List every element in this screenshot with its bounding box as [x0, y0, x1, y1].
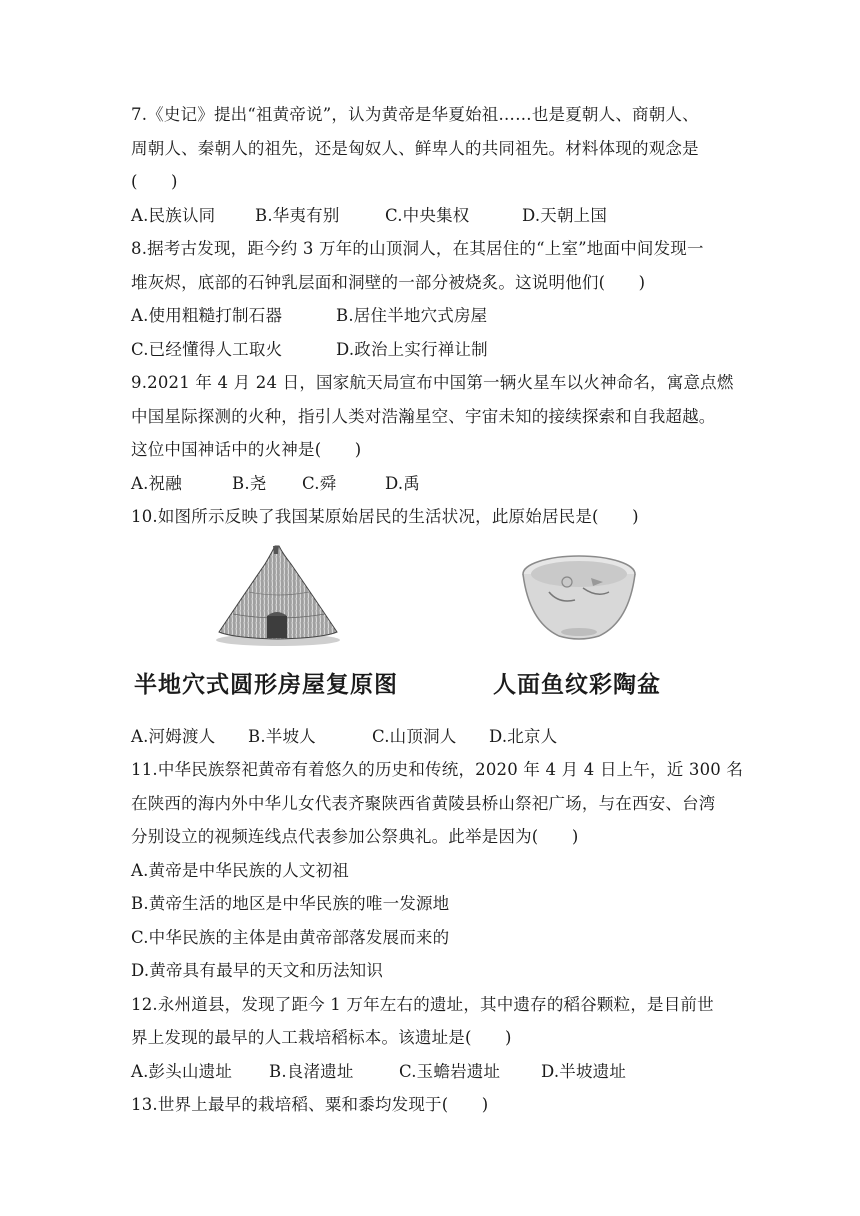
question-10-options — [131, 720, 741, 754]
option-b[interactable]: B.良渚遗址 — [269, 1061, 354, 1081]
option-b[interactable]: B.半坡人 — [248, 726, 316, 746]
question-7 — [131, 98, 741, 232]
option-d[interactable]: D.禹 — [385, 473, 420, 493]
option-c[interactable]: C.中华民族的主体是由黄帝部落发展而来的 — [131, 927, 450, 947]
question-10-figures — [131, 538, 741, 720]
question-13 — [131, 1088, 741, 1122]
option-d[interactable]: D.北京人 — [489, 726, 558, 746]
question-9-options — [131, 467, 741, 501]
question-7-line-1: 7.《史记》提出“祖黄帝说”，认为黄帝是华夏始祖……也是夏朝人、商朝人、 — [131, 105, 699, 124]
option-d[interactable]: D.天朝上国 — [522, 205, 608, 225]
question-9 — [131, 366, 741, 500]
option-c[interactable]: C.玉蟾岩遗址 — [399, 1061, 501, 1081]
question-9-line-1: 9.2021 年 4 月 24 日，国家航天局宣布中国第一辆火星车以火神命名，寓意点燃 — [131, 373, 734, 392]
option-c[interactable]: C.山顶洞人 — [372, 726, 457, 746]
option-a[interactable]: A.黄帝是中华民族的人文初祖 — [131, 860, 349, 880]
question-13-line-1: 13.世界上最早的栽培稻、粟和黍均发现于( ) — [131, 1095, 489, 1114]
question-8 — [131, 232, 741, 366]
question-8-line-1: 8.据考古发现，距今约 3 万年的山顶洞人，在其居住的“上室”地面中间发现一 — [131, 239, 704, 258]
question-10 — [131, 500, 741, 753]
option-a[interactable]: A.使用粗糙打制石器 — [131, 306, 283, 325]
question-11-line-3: 分别设立的视频连线点代表参加公祭典礼。此举是因为( ) — [131, 827, 579, 846]
question-11-line-1: 11.中华民族祭祀黄帝有着悠久的历史和传统，2020 年 4 月 4 日上午，近 300 名 — [131, 760, 744, 779]
painted-pottery-basin-icon — [519, 552, 639, 644]
figure-caption-right: 人面鱼纹彩陶盆 — [493, 671, 661, 698]
thatched-hut-icon — [213, 544, 343, 648]
option-a[interactable]: A.祝融 — [131, 473, 182, 493]
option-b[interactable]: B.华夷有别 — [255, 205, 340, 225]
option-b[interactable]: B.尧 — [232, 473, 267, 493]
option-a[interactable]: A.民族认同 — [131, 205, 216, 225]
option-c[interactable]: C.中央集权 — [385, 205, 470, 225]
figure-caption-left: 半地穴式圆形房屋复原图 — [134, 671, 398, 698]
question-12-line-2: 界上发现的最早的人工栽培稻标本。该遗址是( ) — [131, 1028, 512, 1047]
option-a[interactable]: A.河姆渡人 — [131, 726, 216, 746]
question-8-options-row-1 — [131, 299, 741, 333]
option-c[interactable]: C.舜 — [302, 473, 337, 493]
question-12-options — [131, 1055, 741, 1089]
question-12 — [131, 988, 741, 1089]
option-b[interactable]: B.黄帝生活的地区是中华民族的唯一发源地 — [131, 894, 450, 913]
question-11 — [131, 753, 744, 988]
exam-page — [131, 98, 744, 1122]
option-a[interactable]: A.彭头山遗址 — [131, 1061, 233, 1081]
option-d[interactable]: D.黄帝具有最早的天文和历法知识 — [131, 961, 384, 980]
option-d[interactable]: D.政治上实行禅让制 — [336, 339, 488, 359]
option-d[interactable]: D.半坡遗址 — [541, 1061, 627, 1081]
option-b[interactable]: B.居住半地穴式房屋 — [336, 306, 488, 325]
question-8-options-row-2 — [131, 333, 741, 367]
option-c[interactable]: C.已经懂得人工取火 — [131, 339, 283, 359]
question-12-line-1: 12.永州道县，发现了距今 1 万年左右的遗址，其中遗存的稻谷颗粒，是目前世 — [131, 994, 714, 1014]
question-11-line-2: 在陕西的海内外中华儿女代表齐聚陕西省黄陵县桥山祭祀广场，与在西安、台湾 — [131, 793, 716, 813]
question-10-line-1: 10.如图所示反映了我国某原始居民的生活状况，此原始居民是( ) — [131, 507, 639, 526]
question-9-line-2: 中国星际探测的火种，指引人类对浩瀚星空、宇宙未知的接续探索和自我超越。 — [131, 406, 716, 426]
question-7-options — [131, 199, 741, 233]
question-9-line-3: 这位中国神话中的火神是( ) — [131, 440, 362, 459]
question-7-line-2: 周朝人、秦朝人的祖先，还是匈奴人、鲜卑人的共同祖先。材料体现的观念是 — [131, 138, 699, 158]
question-7-line-3: ( ) — [131, 172, 178, 191]
question-8-line-2: 堆灰烬，底部的石钟乳层面和洞壁的一部分被烧炙。这说明他们( ) — [131, 272, 646, 292]
